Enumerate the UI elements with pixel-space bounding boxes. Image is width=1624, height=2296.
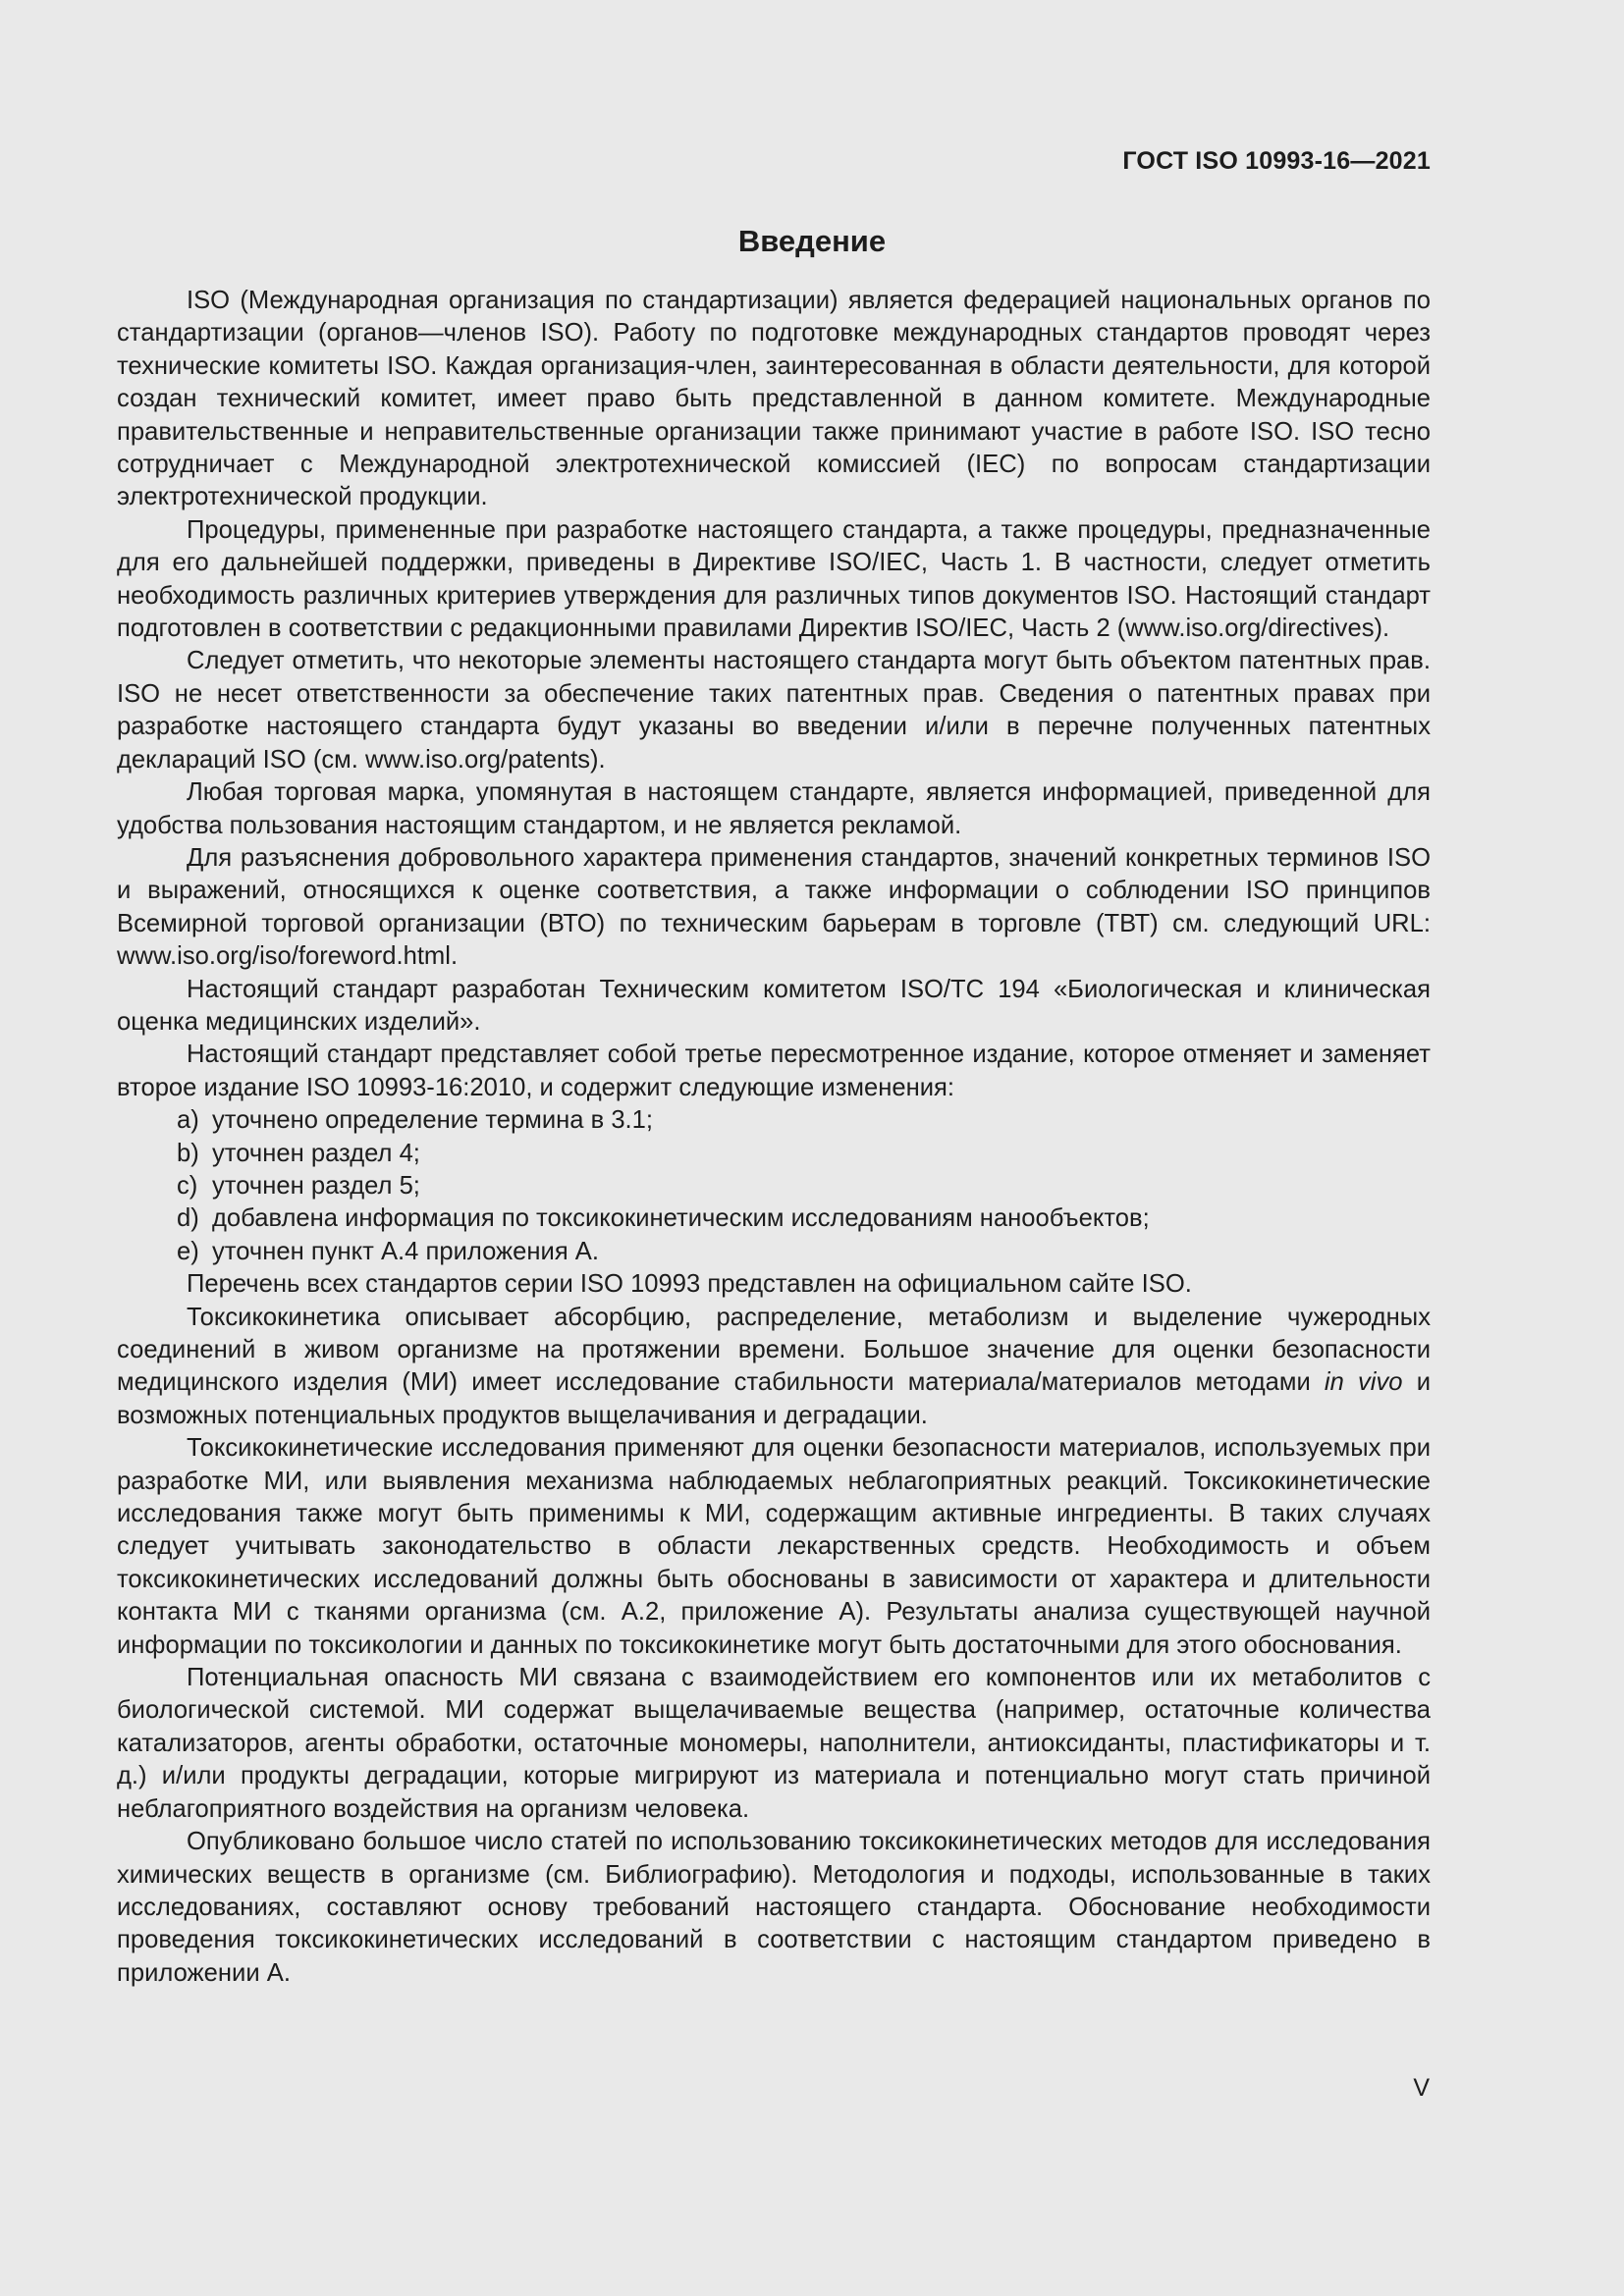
list-item-text: уточнен раздел 5; — [212, 1171, 420, 1200]
paragraph-voluntary-nature: Для разъяснения добровольного характера применения стандартов, значений конкретных терминов ISO и выражений, относящихся к оценке соответствия, а также информации о соблюдении ISO принципов Всемирной торговой организации (ВТО) по техническим барьерам в торговле (ТВТ) см. следующий URL: www.iso.org/iso/foreword.html. — [117, 843, 1431, 971]
list-item-text: уточнен раздел 4; — [212, 1139, 420, 1167]
paragraph-toxicokinetic-studies: Токсикокинетические исследования применяют для оценки безопасности материалов, используемых при разработке МИ, или выявления механизма наблюдаемых неблагоприятных реакций. Токсикокинетические исследования также могут быть применимы к МИ, содержащим активные ингредиенты. В таких случаях следует учитывать законодательство в области лекарственных средств. Необходимость и объем токсикокинетических исследований должны быть обоснованы в зависимости от характера и длительности контакта МИ с тканями организма (см. А.2, приложение А). Результаты анализа существующей научной информации по токсикологии и данных по токсикокинетике могут быть достаточными для этого обоснования. — [117, 1434, 1431, 1659]
paragraph-series-list: Перечень всех стандартов серии ISO 10993 представлен на официальном сайте ISO. — [187, 1270, 1192, 1299]
paragraph-potential-hazard: Потенциальная опасность МИ связана с взаимодействием его компонентов или их метаболитов с биологической системой. МИ содержат выщелачиваемые вещества (например, остаточные количества катализаторов, агенты обработки, остаточные мономеры, наполнители, антиоксиданты, пластификаторы и т. д.) и/или продукты деградации, которые мигрируют из материала и потенциально могут стать причиной неблагоприятного воздействия на организм человека. — [117, 1664, 1431, 1823]
paragraph-procedures: Процедуры, примененные при разработке настоящего стандарта, а также процедуры, предназначенные для его дальнейшей поддержки, приведены в Директиве ISO/IEC, Часть 1. В частности, следует отметить необходимость различных критериев утверждения для различных типов документов ISO. Настоящий стандарт подготовлен в соответствии с редакционными правилами Директив ISO/IEC, Часть 2 (www.iso.org/directives). — [117, 515, 1431, 643]
paragraph-iso-federation: ISO (Международная организация по стандартизации) является федерацией национальных органов по стандартизации (органов—членов ISO). Работу по подготовке международных стандартов проводят через технические комитеты ISO. Каждая организация-член, заинтересованная в области деятельности, для которой создан технический комитет, имеет право быть представленной в данном комитете. Международные правительственные и неправительственные организации также принимают участие в работе ISO. ISO тесно сотрудничает с Международной электротехнической комиссией (IEC) по вопросам стандартизации электротехнической продукции. — [117, 287, 1431, 511]
list-item-marker: d) — [177, 1204, 199, 1233]
paragraph-technical-committee: Настоящий стандарт разработан Техническим комитетом ISO/TC 194 «Биологическая и клиническая оценка медицинских изделий». — [117, 975, 1431, 1036]
introduction-body — [117, 285, 1431, 1990]
paragraph-trademark: Любая торговая марка, упомянутая в настоящем стандарте, является информацией, приведенной для удобства пользования настоящим стандартом, и не является рекламой. — [117, 778, 1431, 839]
list-item — [117, 1202, 1431, 1235]
changes-list — [117, 1104, 1431, 1268]
list-item-marker: c) — [177, 1171, 198, 1200]
document-code-header: ГОСТ ISO 10993-16—2021 — [1122, 147, 1431, 175]
paragraph-published-articles: Опубликовано большое число статей по использованию токсикокинетических методов для исследования химических веществ в организме (см. Библиографию). Методология и подходы, использованные в таких исследованиях, составляют основу требований настоящего стандарта. Обоснование необходимости проведения токсикокинетических исследований в соответствии с настоящим стандартом приведено в приложении А. — [117, 1828, 1431, 1987]
list-item — [117, 1104, 1431, 1137]
paragraph-text: и возможных потенциальных продуктов выщелачивания и деградации. — [117, 1368, 1431, 1429]
list-item-text: уточнен пункт А.4 приложения А. — [212, 1237, 599, 1265]
list-item-marker: b) — [177, 1139, 199, 1167]
list-item — [117, 1236, 1431, 1268]
list-item-text: добавлена информация по токсикокинетическим исследованиям нанообъектов; — [212, 1204, 1150, 1233]
list-item — [117, 1138, 1431, 1170]
list-item-text: уточнено определение термина в 3.1; — [212, 1106, 654, 1135]
paragraph-text: Токсикокинетика описывает абсорбцию, распределение, метаболизм и выделение чужеродных соединений в живом организме на протяжении времени. Большое значение для оценки безопасности медицинского изделия (МИ) имеет исследование стабильности материала/материалов методами — [117, 1303, 1431, 1397]
page-number: V — [1413, 2074, 1430, 2102]
paragraph-third-edition: Настоящий стандарт представляет собой третье пересмотренное издание, которое отменяет и заменяет второе издание ISO 10993-16:2010, и содержит следующие изменения: — [117, 1041, 1431, 1101]
list-item-marker: e) — [177, 1237, 199, 1265]
italic-term: in vivo — [1324, 1368, 1403, 1397]
list-item — [117, 1170, 1431, 1202]
section-title: Введение — [737, 224, 887, 258]
list-item-marker: a) — [177, 1106, 199, 1135]
paragraph-patents: Следует отметить, что некоторые элементы настоящего стандарта могут быть объектом патентных прав. ISO не несет ответственности за обеспечение таких патентных прав. Сведения о патентных правах при разработке настоящего стандарта будут указаны во введении и/или в перечне полученных патентных деклараций ISO (см. www.iso.org/patents). — [117, 647, 1431, 774]
paragraph-toxicokinetics-definition — [117, 1302, 1431, 1433]
